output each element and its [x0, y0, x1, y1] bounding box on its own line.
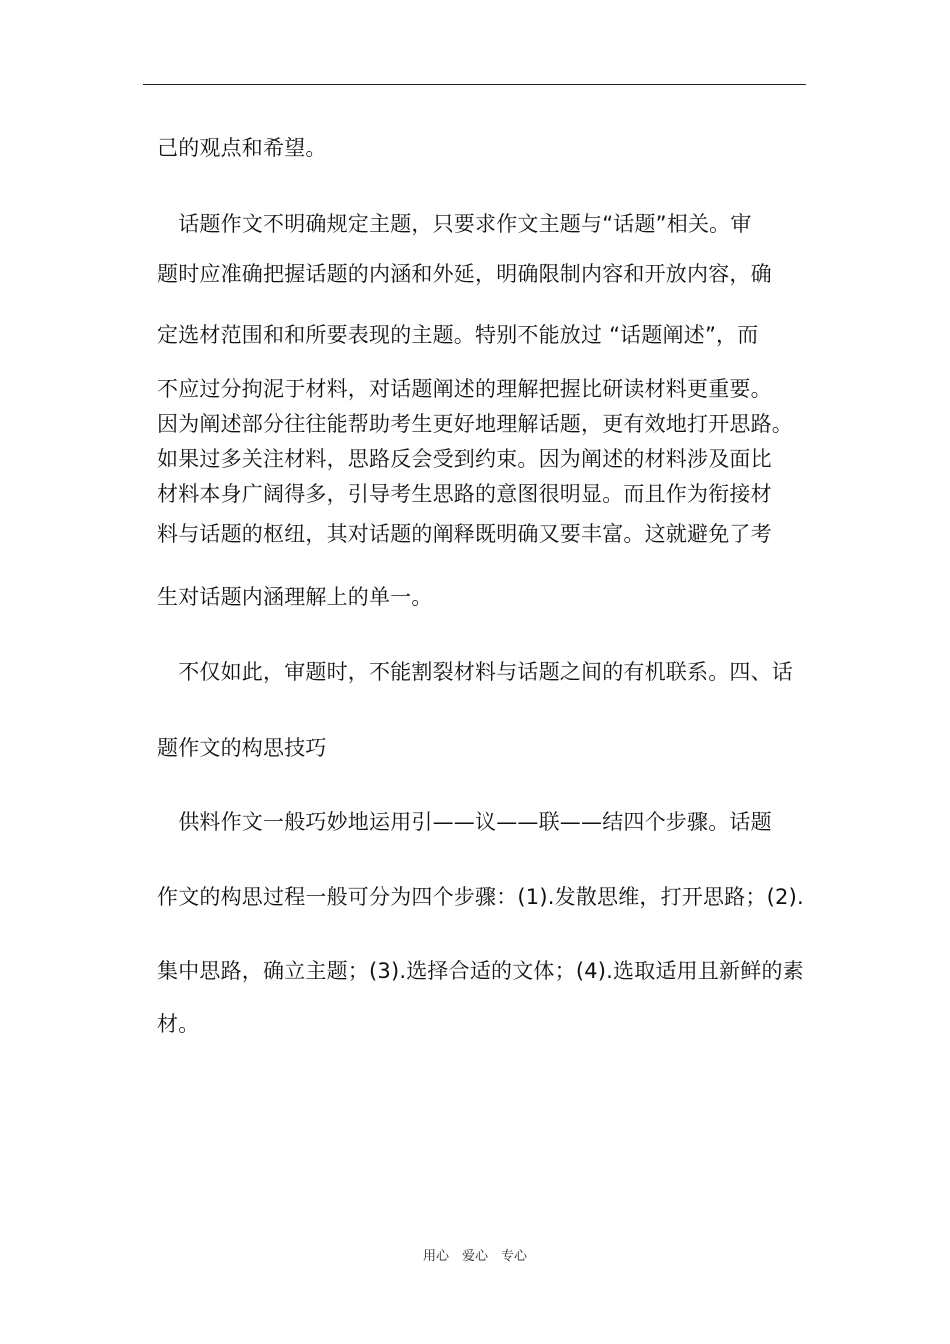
- text-line: 题作文的构思技巧: [157, 736, 327, 760]
- text-line: 作文的构思过程一般可分为四个步骤：(1).发散思维，打开思路；(2).: [157, 885, 804, 909]
- text-line: 因为阐述部分往往能帮助考生更好地理解话题，更有效地打开思路。: [157, 412, 793, 436]
- text-line: 材。: [157, 1012, 200, 1036]
- text-line: 不仅如此，审题时，不能割裂材料与话题之间的有机联系。四、话: [157, 660, 793, 684]
- text-line: 供料作文一般巧妙地运用引——议——联——结四个步骤。话题: [157, 810, 772, 834]
- text-line: 己的观点和希望。: [157, 136, 327, 160]
- text-line: 料与话题的枢纽，其对话题的阐释既明确又要丰富。这就避免了考: [157, 522, 772, 546]
- text-line: 不应过分拘泥于材料，对话题阐述的理解把握比研读材料更重要。: [157, 377, 772, 401]
- text-line: 定选材范围和和所要表现的主题。特别不能放过 “话题阐述”，而: [157, 323, 759, 347]
- text-line: 生对话题内涵理解上的单一。: [157, 585, 433, 609]
- text-line: 如果过多关注材料，思路反会受到约束。因为阐述的材料涉及面比: [157, 447, 772, 471]
- header-rule: [143, 84, 806, 85]
- text-line: 材料本身广阔得多，引导考生思路的意图很明显。而且作为衔接材: [157, 482, 772, 506]
- text-line: 题时应准确把握话题的内涵和外延，明确限制内容和开放内容，确: [157, 262, 772, 286]
- page-footer: 用心 爱心 专心: [422, 1249, 527, 1264]
- text-line: 集中思路，确立主题；(3).选择合适的文体；(4).选取适用且新鲜的素: [157, 959, 804, 983]
- text-line: 话题作文不明确规定主题，只要求作文主题与“话题”相关。审: [157, 212, 752, 236]
